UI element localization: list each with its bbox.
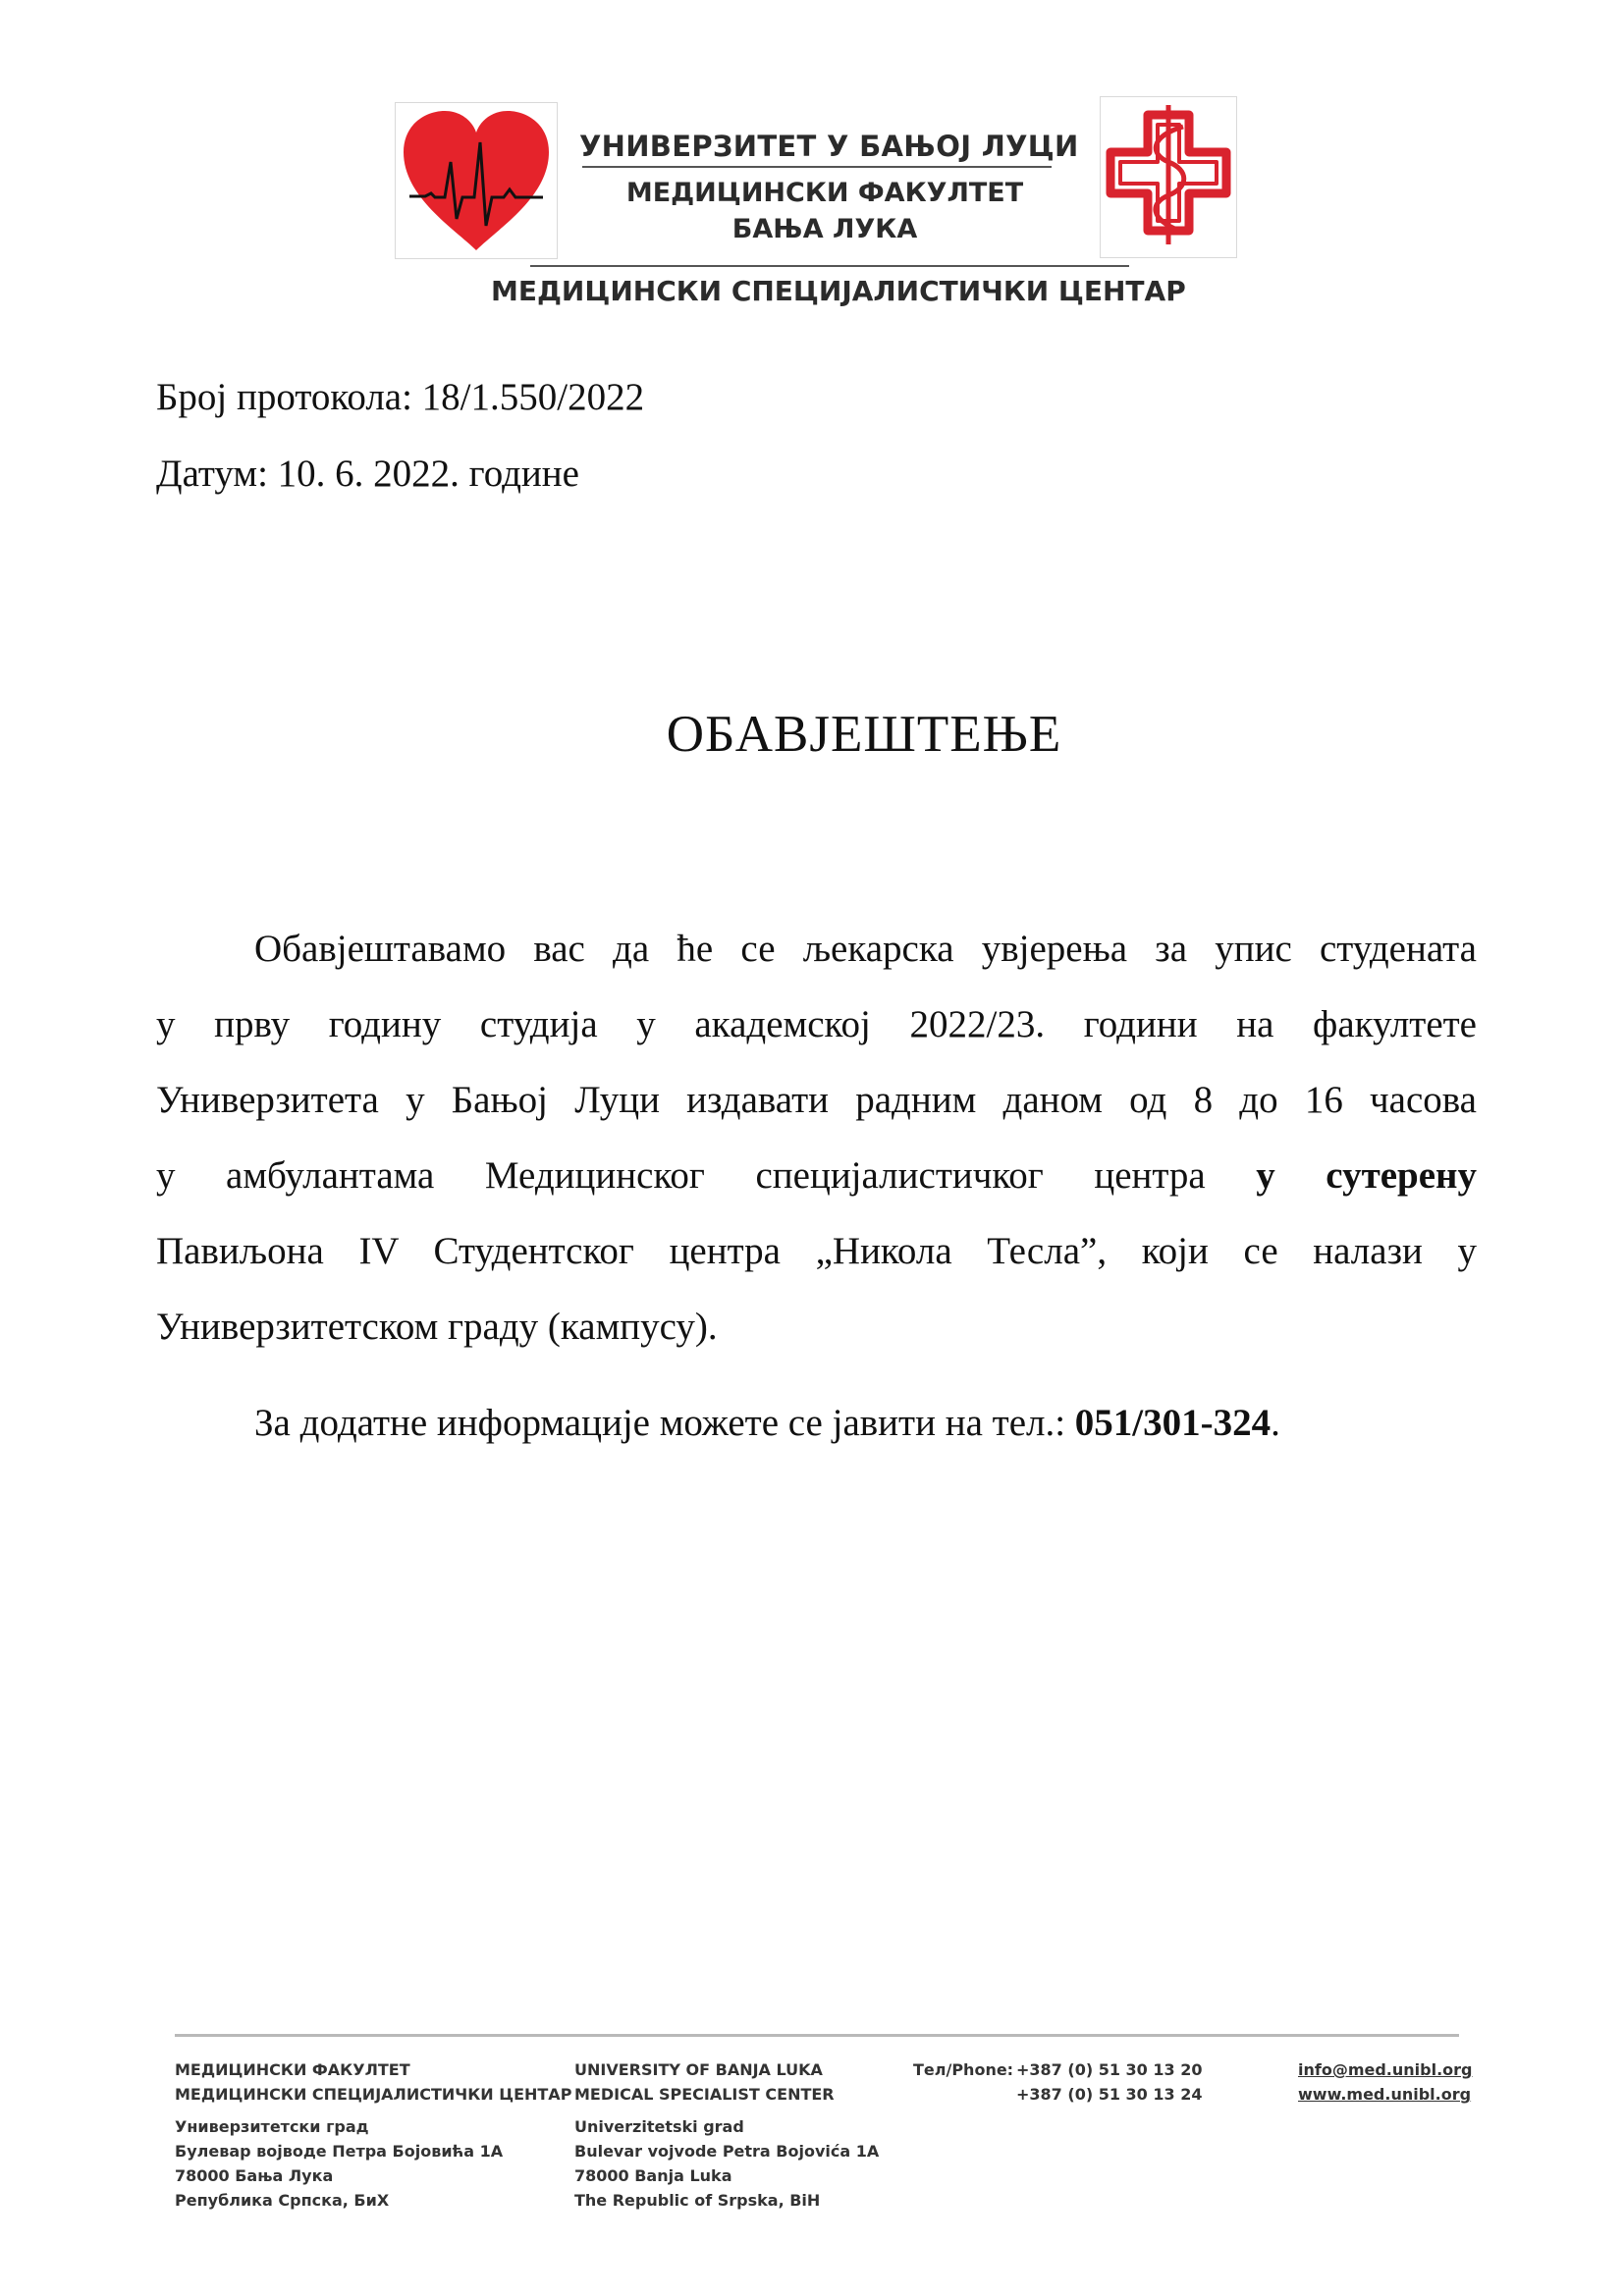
center-name: МЕДИЦИНСКИ СПЕЦИЈАЛИСТИЧКИ ЦЕНТАР bbox=[491, 275, 1186, 307]
center-divider bbox=[530, 265, 1129, 267]
footer-center: МЕДИЦИНСКИ СПЕЦИЈАЛИСТИЧКИ ЦЕНТАР bbox=[175, 2085, 572, 2104]
footer-phones bbox=[913, 2057, 1202, 2107]
contact-text: За додатне информације можете се јавити на тел.: bbox=[254, 1402, 1066, 1444]
footer-postal: 78000 Бања Лука bbox=[175, 2166, 334, 2185]
website-link[interactable]: www.med.unibl.org bbox=[1298, 2085, 1472, 2104]
paragraph-line-4-text: у амбулантама Медицинског специјалистичког центра bbox=[156, 1154, 1206, 1197]
protocol-number: Број протокола: 18/1.550/2022 bbox=[156, 376, 645, 418]
city-name: БАЊА ЛУКА bbox=[731, 214, 918, 244]
paragraph-line-5: Павиљона IV Студентског центра „Никола Тесла”, који се налази у bbox=[156, 1230, 1477, 1272]
footer-address-cyrillic bbox=[175, 2057, 571, 2213]
document-title: ОБАВЈЕШТЕЊЕ bbox=[666, 706, 1062, 763]
heart-ecg-logo bbox=[395, 102, 558, 259]
footer-faculty: МЕДИЦИНСКИ ФАКУЛТЕТ bbox=[175, 2060, 410, 2079]
footer-address-latin bbox=[574, 2057, 879, 2213]
phone-2: +387 (0) 51 30 13 24 bbox=[1016, 2085, 1203, 2104]
contact-paragraph bbox=[156, 1399, 1477, 1448]
footer-divider bbox=[175, 2034, 1459, 2037]
footer-campus-latin: Univerzitetski grad bbox=[574, 2117, 744, 2136]
medical-cross-icon bbox=[1101, 97, 1236, 257]
footer-street: Булевар војводе Петра Бојовића 1А bbox=[175, 2142, 504, 2161]
basement-emphasis: у сутерену bbox=[1256, 1154, 1478, 1197]
footer-street-latin: Bulevar vojvode Petra Bojovića 1A bbox=[574, 2142, 880, 2161]
faculty-name: МЕДИЦИНСКИ ФАКУЛТЕТ bbox=[625, 178, 1024, 208]
footer-postal-latin: 78000 Banja Luka bbox=[574, 2166, 732, 2185]
phone-label: Тел/Phone: bbox=[913, 2060, 1014, 2079]
paragraph-line-2: у прву годину студија у академској 2022/23. години на факултете bbox=[156, 1003, 1477, 1045]
footer-university-en: UNIVERSITY OF BANJA LUKA bbox=[574, 2060, 823, 2079]
university-name: УНИВЕРЗИТЕТ У БАЊОЈ ЛУЦИ bbox=[579, 130, 1079, 163]
paragraph-line-1: Обавјештавамо вас да ће се љекарска увјерења за упис студената bbox=[254, 928, 1477, 970]
footer-links bbox=[1298, 2057, 1473, 2107]
document-date: Датум: 10. 6. 2022. године bbox=[156, 453, 579, 495]
red-cross-caduceus-logo bbox=[1100, 96, 1237, 258]
contact-end: . bbox=[1271, 1402, 1280, 1444]
heart-icon bbox=[396, 103, 557, 258]
header-divider bbox=[582, 166, 1052, 168]
footer-country: Република Српска, БиХ bbox=[175, 2191, 390, 2210]
contact-phone: 051/301-324 bbox=[1074, 1402, 1272, 1444]
paragraph-line-3: Универзитета у Бањој Луци издавати радним даном од 8 до 16 часова bbox=[156, 1079, 1477, 1121]
footer-center-en: MEDICAL SPECIALIST CENTER bbox=[574, 2085, 835, 2104]
paragraph-line-4 bbox=[156, 1151, 1477, 1201]
email-link[interactable]: info@med.unibl.org bbox=[1298, 2060, 1473, 2079]
paragraph-line-6: Универзитетском граду (кампусу). bbox=[156, 1306, 718, 1348]
phone-1: +387 (0) 51 30 13 20 bbox=[1016, 2060, 1203, 2079]
footer-campus: Универзитетски град bbox=[175, 2117, 369, 2136]
footer-country-en: The Republic of Srpska, BiH bbox=[574, 2191, 821, 2210]
